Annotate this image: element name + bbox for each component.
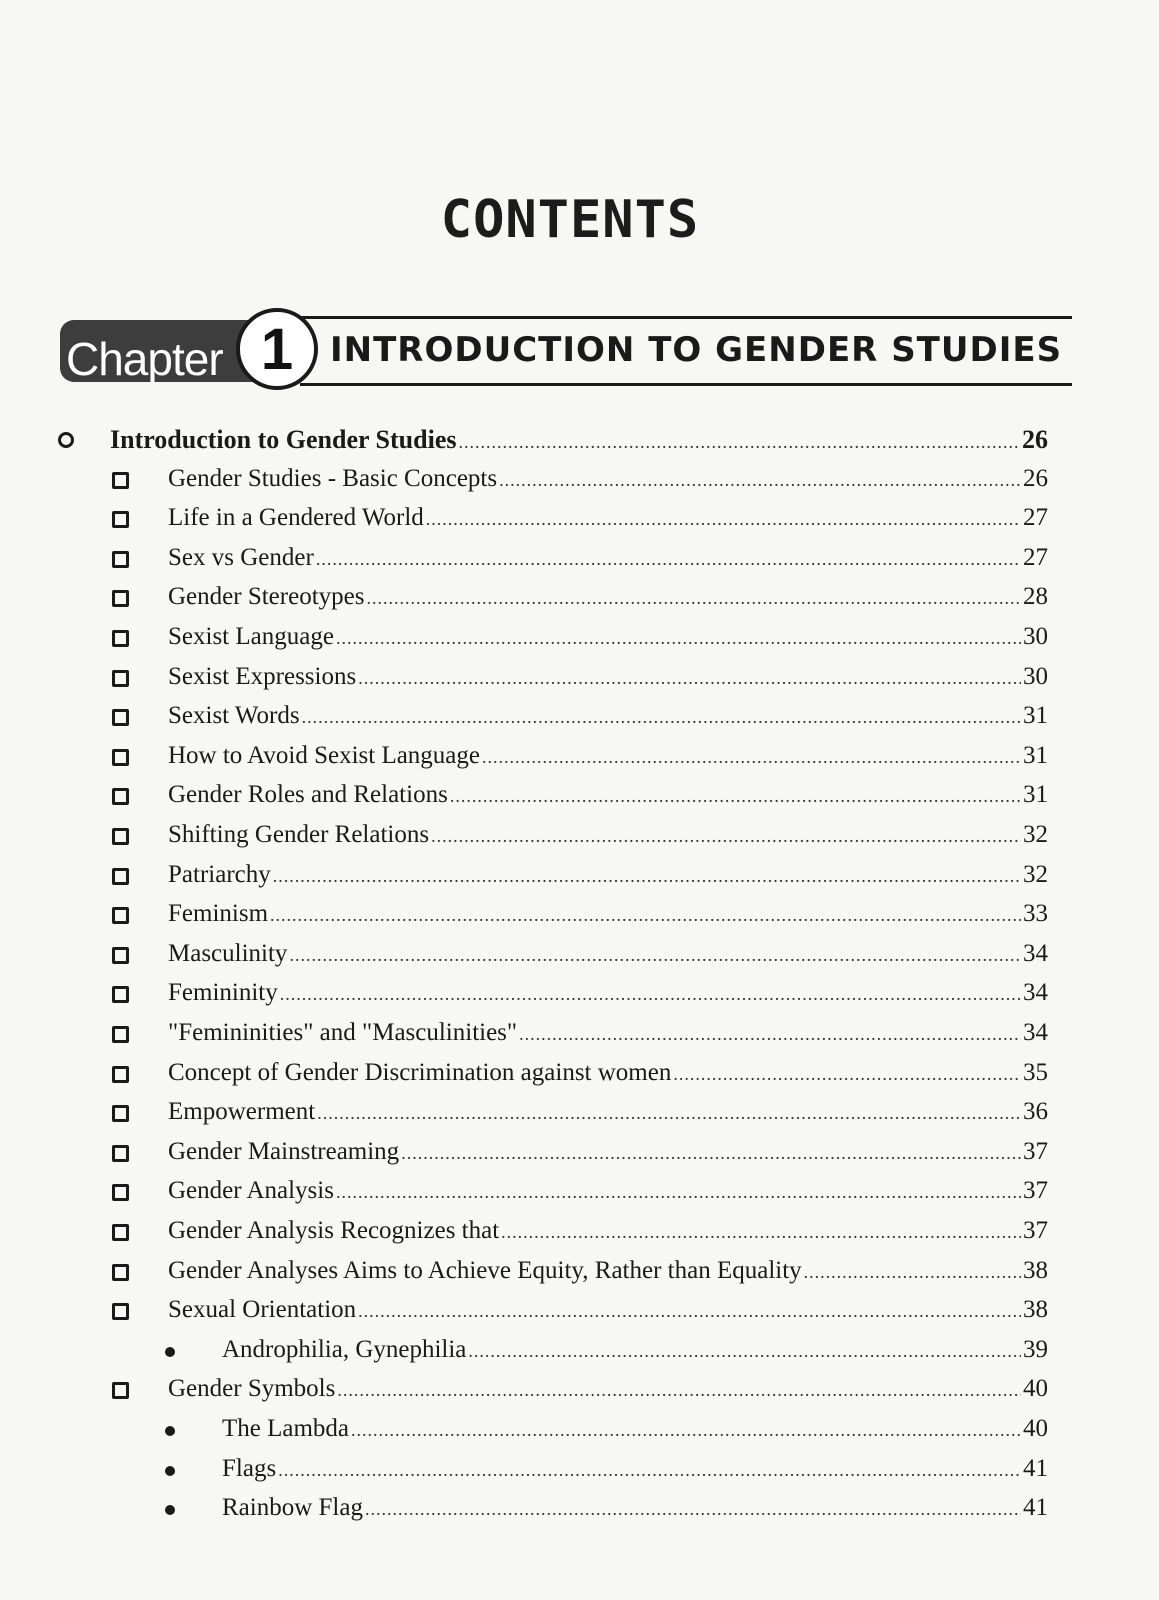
dot-leader [289,945,1021,966]
chapter-rule-bottom [300,383,1072,386]
square-bullet-icon [112,1303,129,1320]
toc-entry-page: 27 [1023,543,1048,571]
toc-entry-page: 34 [1023,939,1048,967]
toc-entry-page: 32 [1023,860,1048,888]
toc-entry [168,1296,1048,1326]
square-bullet-icon [112,907,129,924]
square-bullet-icon [112,670,129,687]
toc-entry-page: 33 [1023,900,1048,928]
square-bullet-icon [112,1264,129,1281]
toc-entry-label: Introduction to Gender Studies [110,425,457,454]
square-bullet-icon [112,828,129,845]
square-bullet-icon [112,1105,129,1122]
toc-entry [168,1217,1048,1247]
toc-entry-page: 37 [1023,1217,1048,1244]
toc-entry-label: Masculinity [168,939,288,967]
toc-entry [222,1415,1048,1445]
square-bullet-icon [112,630,129,647]
toc-entry [168,940,1048,970]
toc-entry-label: Sexist Expressions [168,662,357,690]
toc-entry-label: Empowerment [168,1098,316,1126]
toc-entry-label: Patriarchy [168,860,271,888]
toc-entry-page: 35 [1023,1058,1048,1086]
toc-entry [222,1494,1048,1524]
toc-entry-label: Femininity [168,979,278,1007]
dot-leader [431,826,1021,847]
dot-leader [316,549,1021,570]
toc-entry [168,1019,1048,1049]
toc-entry-page: 37 [1023,1137,1048,1165]
toc-entry-page: 31 [1023,741,1048,769]
dot-leader [358,1301,1021,1322]
chapter-word: Chapter [66,333,223,385]
dot-leader [278,1460,1021,1481]
square-bullet-icon [112,1026,129,1043]
dot-leader [499,470,1021,491]
toc-entry-label: How to Avoid Sexist Language [168,741,480,769]
square-bullet-icon [112,1184,129,1201]
toc-entry-label: Gender Analyses Aims to Achieve Equity, Rather than Equality [168,1256,802,1284]
dot-leader [519,1024,1021,1045]
toc-entry-page: 40 [1023,1375,1048,1403]
toc-entry-page: 37 [1023,1177,1048,1205]
dot-leader [450,786,1021,807]
toc-entry-label: Sex vs Gender [168,543,314,571]
dot-leader [336,1182,1021,1203]
toc-entry-label: The Lambda [222,1415,350,1442]
chapter-number: 1 [260,317,294,382]
square-bullet-icon [112,1382,129,1399]
square-bullet-icon [112,551,129,568]
toc-entry-page: 34 [1023,1019,1048,1046]
toc-entry [110,425,1048,455]
toc-entry [168,821,1048,851]
square-bullet-icon [112,1145,129,1162]
chapter-header [60,306,1072,396]
toc-entry-page: 32 [1023,821,1048,848]
toc-entry-label: Gender Mainstreaming [168,1137,400,1165]
square-bullet-icon [112,1224,129,1241]
dot-bullet-icon [165,1466,175,1476]
toc-entry-page: 31 [1023,702,1048,730]
toc-entry [168,623,1048,653]
toc-entry-label: Gender Analysis Recognizes that [168,1217,500,1244]
toc-entry [168,663,1048,693]
square-bullet-icon [112,472,129,489]
dot-bullet-icon [165,1505,175,1515]
dot-leader [358,668,1021,689]
toc-entry-label: Gender Studies - Basic Concepts [168,464,498,492]
dot-leader [501,1222,1021,1243]
dot-leader [401,1143,1021,1164]
toc-entry-page: 30 [1023,662,1048,690]
dot-leader [351,1420,1021,1441]
toc-entry [168,1098,1048,1128]
toc-entry [168,1257,1048,1287]
toc-entry [222,1336,1048,1366]
toc-entry-page: 30 [1023,623,1048,650]
toc-entry [168,702,1048,732]
square-bullet-icon [112,947,129,964]
toc-entry-label: Gender Analysis [168,1177,334,1205]
dot-leader [673,1064,1021,1085]
dot-leader [468,1341,1021,1362]
toc-entry-label: Gender Symbols [168,1375,336,1403]
square-bullet-icon [112,749,129,766]
dot-bullet-icon [165,1347,175,1357]
toc-entry-page: 41 [1023,1494,1048,1522]
chapter-number-circle [236,308,318,390]
toc-entry [168,1059,1048,1089]
toc-entry-page: 38 [1023,1256,1048,1284]
chapter-title: INTRODUCTION TO GENDER STUDIES [330,330,1063,370]
square-bullet-icon [112,511,129,528]
toc-entry [168,742,1048,772]
toc-entry-page: 39 [1023,1335,1048,1363]
dot-leader [804,1262,1021,1283]
toc-entry-page: 41 [1023,1454,1048,1482]
dot-leader [317,1103,1021,1124]
toc-entry-label: "Femininities" and "Masculinities" [168,1019,518,1046]
toc-entry [168,781,1048,811]
chapter-label-box [60,320,265,385]
toc-entry-label: Feminism [168,900,269,928]
dot-leader [365,1499,1021,1520]
toc-entry [168,504,1048,534]
dot-leader [273,866,1021,887]
toc-entry-page: 28 [1023,583,1048,611]
toc-entry-label: Concept of Gender Discrimination against women [168,1058,672,1086]
toc-entry-page: 26 [1022,425,1048,454]
toc-entry [168,1375,1048,1405]
dot-leader [426,509,1021,530]
dot-leader [366,588,1021,609]
square-bullet-icon [112,986,129,1003]
toc-entry-label: Sexist Words [168,702,300,730]
toc-entry-label: Androphilia, Gynephilia [222,1335,467,1363]
toc-entry-page: 34 [1023,979,1048,1007]
toc-entry [168,1177,1048,1207]
toc-entry-page: 40 [1023,1415,1048,1442]
dot-leader [458,432,1020,453]
toc-entry [222,1455,1048,1485]
toc-entry-page: 26 [1023,464,1048,492]
toc-entry-page: 27 [1023,504,1048,532]
dot-leader [270,905,1021,926]
dot-leader [336,628,1021,649]
toc-entry-label: Gender Stereotypes [168,583,365,611]
toc-entry-label: Gender Roles and Relations [168,781,448,809]
toc-entry-label: Rainbow Flag [222,1494,363,1522]
square-bullet-icon [112,868,129,885]
square-bullet-icon [112,709,129,726]
toc-entry-label: Life in a Gendered World [168,504,424,532]
toc-entry [168,544,1048,574]
toc-entry [168,900,1048,930]
square-bullet-icon [112,590,129,607]
chapter-rule-top [300,316,1072,319]
toc-entry-page: 38 [1023,1296,1048,1324]
dot-leader [482,747,1021,768]
dot-bullet-icon [165,1426,175,1436]
toc-entry [168,1138,1048,1168]
circle-bullet-icon [58,432,74,448]
page-title: CONTENTS [440,190,700,250]
dot-leader [337,1380,1021,1401]
toc-entry [168,979,1048,1009]
toc-entry-label: Shifting Gender Relations [168,821,430,848]
toc-entry-page: 31 [1023,781,1048,809]
toc-entry-page: 36 [1023,1098,1048,1126]
toc-entry [168,583,1048,613]
toc-entry-label: Flags [222,1454,277,1482]
square-bullet-icon [112,1066,129,1083]
toc-entry [168,861,1048,891]
dot-leader [280,984,1021,1005]
square-bullet-icon [112,788,129,805]
dot-leader [302,707,1021,728]
toc-entry [168,465,1048,495]
toc-entry-label: Sexual Orientation [168,1296,357,1324]
toc-entry-label: Sexist Language [168,623,334,650]
